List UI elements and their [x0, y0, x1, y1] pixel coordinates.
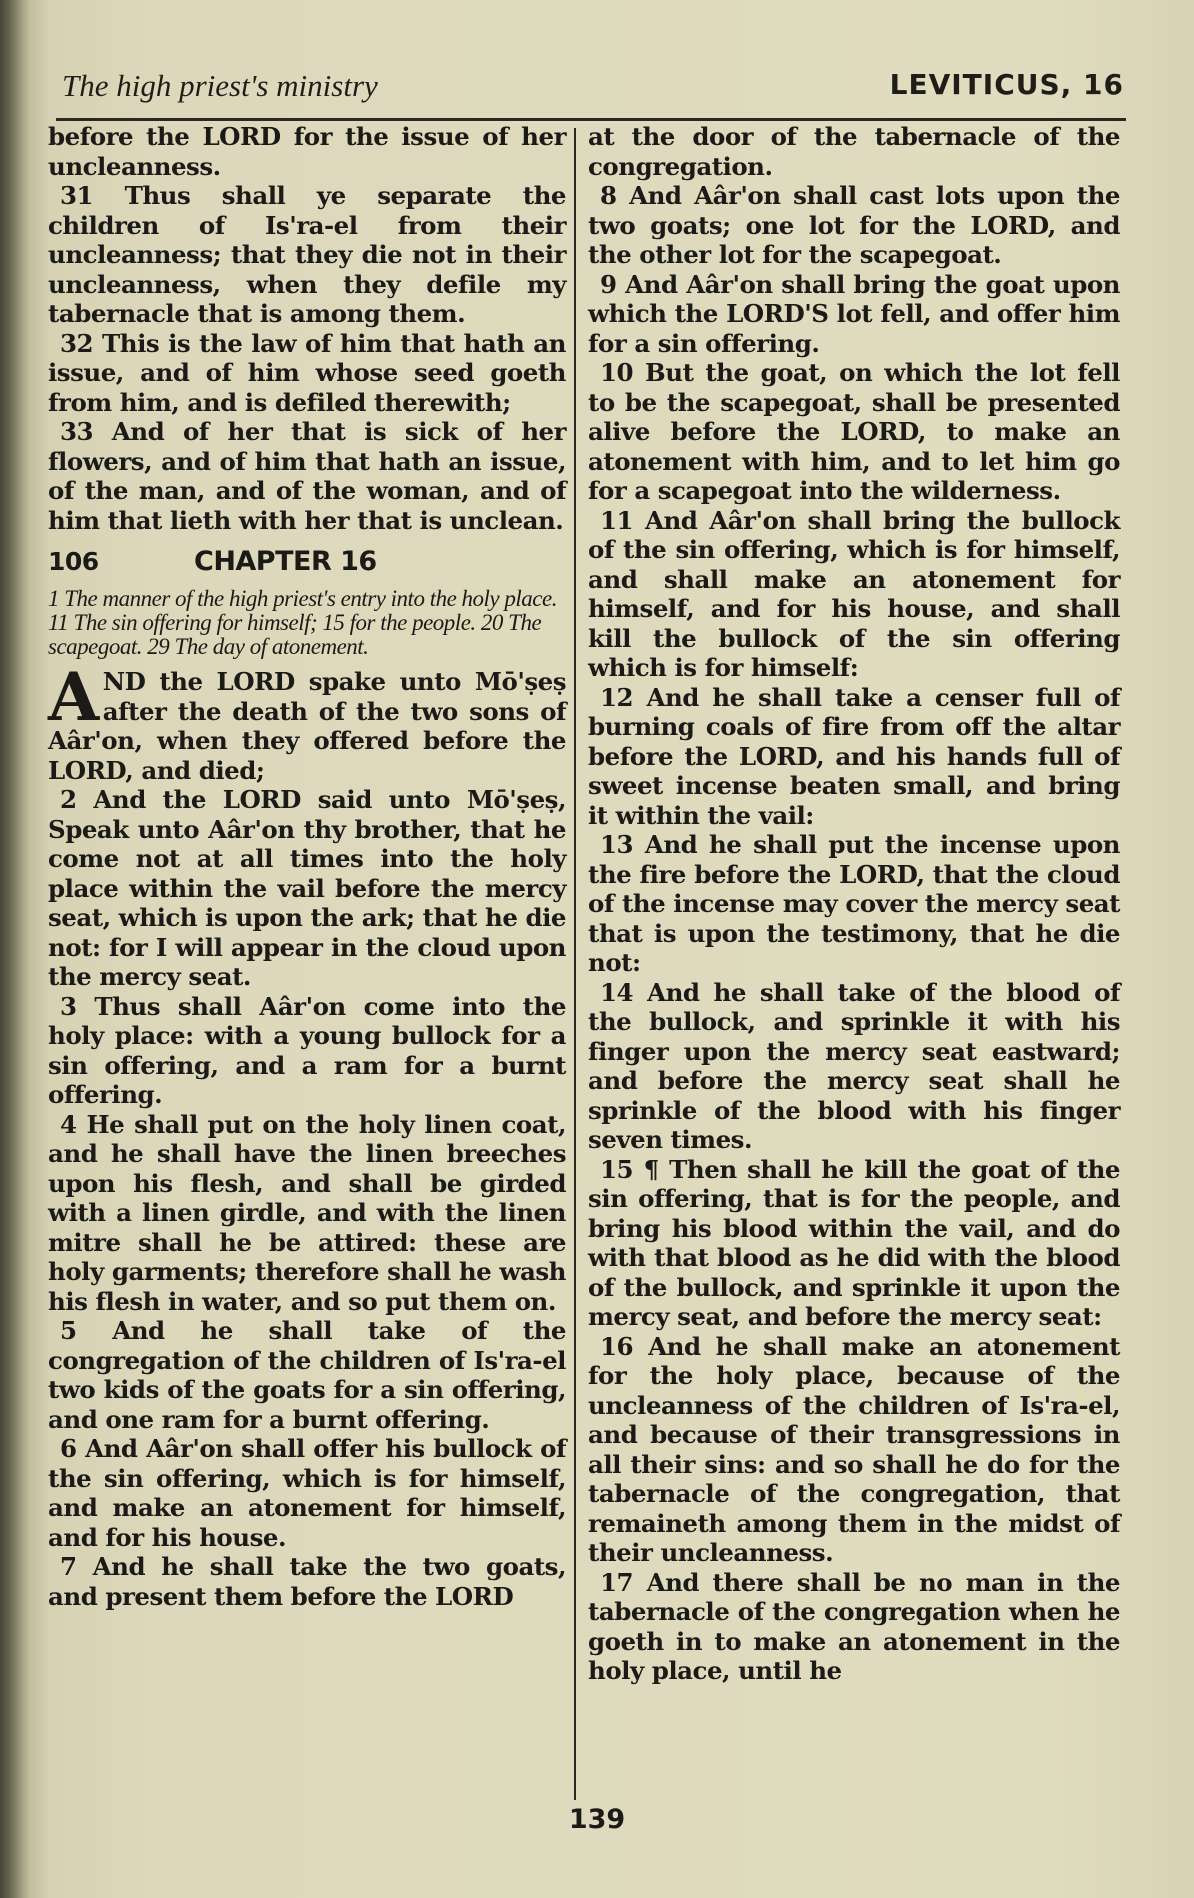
verse-15: 15 ¶ Then shall he kill the goat of the sin offering, that is for the people, and bring his blood within the vail, and do with that blood as he did with the blood of the bullock, and sprinkle it upon the mercy seat, and before the mercy seat:: [588, 1154, 1120, 1331]
verse-continuation: at the door of the tabernacle of the congregation.: [588, 122, 1120, 181]
verse-17: 17 And there shall be no man in the tabernacle of the congregation when he goeth in to make an atonement in the holy place, until he: [588, 1567, 1120, 1685]
verse-9: 9 And Aâr'on shall bring the goat upon which the LORD'S lot fell, and offer him for a sin offering.: [588, 269, 1120, 358]
verse-12: 12 And he shall take a censer full of burning coals of fire from off the altar before the LORD, and his hands full of sweet incense beaten small, and bring it within the vail:: [588, 682, 1120, 830]
chapter-marker: 106: [48, 547, 99, 576]
page-gutter-shadow: [0, 0, 30, 1898]
verse-10: 10 But the goat, on which the lot fell to be the scapegoat, shall be presented alive before the LORD, to make an atonement with him, and to let him go for a scapegoat into the wilderness.: [588, 358, 1120, 505]
verse-continuation: before the LORD for the issue of her uncleanness.: [48, 122, 566, 181]
verse-8: 8 And Aâr'on shall cast lots upon the two goats; one lot for the LORD, and the other lot for the scapegoat.: [588, 181, 1120, 269]
book-chapter-heading: LEVITICUS, 16: [889, 68, 1124, 101]
drop-cap: A: [48, 658, 99, 736]
verse-7: 7 And he shall take the two goats, and present them before the LORD: [48, 1552, 566, 1611]
column-divider: [574, 128, 576, 1800]
right-column: [588, 122, 1120, 1686]
verse-31: 31 Thus shall ye separate the children of Is'ra-el from their uncleanness; that they die not in their uncleanness, when they defile my tabernacle that is among them.: [48, 181, 566, 328]
verse-3: 3 Thus shall Aâr'on come into the holy place: with a young bullock for a sin offering, and a ram for a burnt offering.: [48, 991, 566, 1109]
left-column: [48, 122, 566, 1611]
verse-13: 13 And he shall put the incense upon the fire before the LORD, that the cloud of the incense may cover the mercy seat that is upon the testimony, that he die not:: [588, 830, 1120, 977]
verse-1-text: ND the LORD spake unto Mō'ṣeṣ after the death of the two sons of Aâr'on, when they offered before the LORD, and died;: [48, 667, 566, 785]
page-number: 139: [568, 1804, 626, 1835]
chapter-summary: 1 The manner of the high priest's entry into the holy place. 11 The sin offering for himself; 15 for the people. 20 The scapegoat. 29 The day of atonement.: [48, 586, 557, 659]
verse-4: 4 He shall put on the holy linen coat, and he shall have the linen breeches upon his flesh, and shall be girded with a linen girdle, and with the linen mitre shall he be attired: these are holy garments; therefore shall he wash his flesh in water, and so put them on.: [48, 1109, 566, 1316]
page-header: [62, 68, 1124, 118]
verse-16: 16 And he shall make an atonement for the holy place, because of the uncleanness of the children of Is'ra-el, and because of their transgressions in all their sins: and so shall he do for the tabernacle of the congregation, that remaineth among them in the midst of their uncleanness.: [588, 1331, 1120, 1567]
verse-33: 33 And of her that is sick of her flowers, and of him that hath an issue, of the man, and of the woman, and of him that lieth with her that is unclean.: [48, 417, 566, 535]
verse-5: 5 And he shall take of the congregation of the children of Is'ra-el two kids of the goats for a sin offering, and one ram for a burnt offering.: [48, 1316, 566, 1434]
verse-1: [48, 658, 566, 785]
verse-2: 2 And the LORD said unto Mō'ṣeṣ, Speak unto Aâr'on thy brother, that he come not at all times into the holy place within the vail before the mercy seat, which is upon the ark; that he die not: for I will appear in the cloud upon the mercy seat.: [48, 785, 566, 991]
verse-32: 32 This is the law of him that hath an issue, and of him whose seed goeth from him, and is defiled therewith;: [48, 328, 566, 417]
chapter-heading: [48, 547, 566, 583]
verse-14: 14 And he shall take of the blood of the bullock, and sprinkle it with his finger upon the mercy seat eastward; and before the mercy seat shall he sprinkle of the blood with his finger seven times.: [588, 977, 1120, 1154]
verse-6: 6 And Aâr'on shall offer his bullock of the sin offering, which is for himself, and make an atonement for himself, and for his house.: [48, 1434, 566, 1552]
header-rule: [56, 118, 1126, 121]
chapter-title: CHAPTER 16: [194, 546, 377, 577]
verse-11: 11 And Aâr'on shall bring the bullock of the sin offering, which is for himself, and shall make an atonement for himself, and for his house, and shall kill the bullock of the sin offering which is for himself:: [588, 505, 1120, 682]
running-title: The high priest's ministry: [62, 68, 378, 103]
